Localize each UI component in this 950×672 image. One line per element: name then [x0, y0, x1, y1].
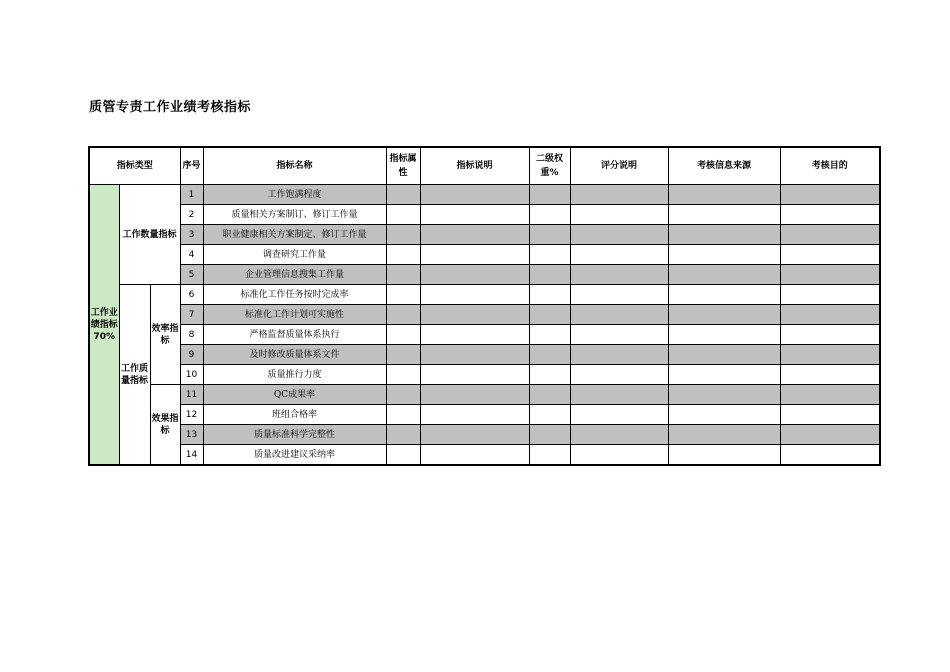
cell-source [668, 385, 780, 405]
cell-desc [420, 445, 529, 466]
cell-attr [386, 425, 420, 445]
cell-source [668, 405, 780, 425]
table-row [89, 405, 880, 425]
group-main [89, 185, 119, 466]
cell-score [570, 205, 668, 225]
cell-score [570, 325, 668, 345]
header-type: 指标类型 [89, 147, 180, 185]
table-row [89, 265, 880, 285]
table-row [89, 345, 880, 365]
header-source: 考核信息来源 [668, 147, 780, 185]
cell-attr [386, 265, 420, 285]
cell-desc [420, 185, 529, 205]
cell-purpose [780, 385, 880, 405]
cell-purpose [780, 205, 880, 225]
cell-desc [420, 405, 529, 425]
row-no: 7 [180, 305, 203, 325]
table-row [89, 365, 880, 385]
row-name: 职业健康相关方案制定、修订工作量 [203, 225, 386, 245]
cell-source [668, 365, 780, 385]
cell-source [668, 205, 780, 225]
cell-score [570, 285, 668, 305]
group-effect [150, 385, 180, 466]
cell-desc [420, 225, 529, 245]
cell-score [570, 345, 668, 365]
cell-attr [386, 305, 420, 325]
cell-weight [529, 385, 570, 405]
table-row [89, 425, 880, 445]
cell-weight [529, 405, 570, 425]
cell-source [668, 245, 780, 265]
row-no: 11 [180, 385, 203, 405]
row-no: 10 [180, 365, 203, 385]
cell-source [668, 345, 780, 365]
cell-score [570, 365, 668, 385]
row-no: 12 [180, 405, 203, 425]
cell-purpose [780, 265, 880, 285]
row-name: 质量改进建议采纳率 [203, 445, 386, 466]
cell-desc [420, 385, 529, 405]
header-score: 评分说明 [570, 147, 668, 185]
group-efficiency-label: 效率指标 [151, 323, 179, 346]
cell-desc [420, 245, 529, 265]
cell-attr [386, 205, 420, 225]
cell-weight [529, 205, 570, 225]
cell-desc [420, 325, 529, 345]
row-name: 质量标准科学完整性 [203, 425, 386, 445]
cell-desc [420, 285, 529, 305]
table-row [89, 445, 880, 466]
cell-attr [386, 325, 420, 345]
row-name: 质量推行力度 [203, 365, 386, 385]
group-efficiency [150, 285, 180, 385]
header-row [89, 147, 880, 185]
row-no: 1 [180, 185, 203, 205]
row-name: 标准化工作计划可实施性 [203, 305, 386, 325]
row-no: 14 [180, 445, 203, 466]
header-weight: 二级权重% [529, 147, 570, 185]
cell-source [668, 225, 780, 245]
row-no: 4 [180, 245, 203, 265]
kpi-table [88, 146, 881, 466]
cell-score [570, 185, 668, 205]
cell-weight [529, 325, 570, 345]
table-row [89, 385, 880, 405]
cell-purpose [780, 405, 880, 425]
cell-weight [529, 425, 570, 445]
table-row [89, 185, 880, 205]
table-row [89, 205, 880, 225]
cell-source [668, 425, 780, 445]
row-no: 2 [180, 205, 203, 225]
cell-purpose [780, 245, 880, 265]
cell-source [668, 305, 780, 325]
cell-purpose [780, 365, 880, 385]
row-name: 标准化工作任务按时完成率 [203, 285, 386, 305]
cell-purpose [780, 445, 880, 466]
row-no: 5 [180, 265, 203, 285]
cell-attr [386, 285, 420, 305]
cell-attr [386, 365, 420, 385]
cell-purpose [780, 185, 880, 205]
cell-purpose [780, 425, 880, 445]
cell-score [570, 385, 668, 405]
cell-source [668, 445, 780, 466]
group-main-label: 工作业绩指标70% [90, 307, 118, 342]
cell-weight [529, 345, 570, 365]
table-row [89, 305, 880, 325]
cell-score [570, 445, 668, 466]
cell-desc [420, 265, 529, 285]
row-name: QC成果率 [203, 385, 386, 405]
header-attr: 指标属性 [386, 147, 420, 185]
cell-attr [386, 385, 420, 405]
group-quality-label: 工作质量指标 [120, 363, 148, 386]
header-purpose: 考核目的 [780, 147, 880, 185]
cell-purpose [780, 225, 880, 245]
cell-desc [420, 205, 529, 225]
cell-score [570, 405, 668, 425]
row-name: 质量相关方案制订、修订工作量 [203, 205, 386, 225]
row-no: 13 [180, 425, 203, 445]
cell-source [668, 265, 780, 285]
row-no: 9 [180, 345, 203, 365]
cell-attr [386, 225, 420, 245]
row-name: 调查研究工作量 [203, 245, 386, 265]
group-effect-label: 效果指标 [151, 413, 179, 436]
row-name: 企业管理信息搜集工作量 [203, 265, 386, 285]
table-row [89, 245, 880, 265]
row-name: 班组合格率 [203, 405, 386, 425]
header-desc: 指标说明 [420, 147, 529, 185]
cell-source [668, 185, 780, 205]
row-name: 及时修改质量体系文件 [203, 345, 386, 365]
cell-attr [386, 405, 420, 425]
cell-weight [529, 305, 570, 325]
cell-score [570, 305, 668, 325]
cell-weight [529, 445, 570, 466]
cell-score [570, 225, 668, 245]
cell-desc [420, 305, 529, 325]
header-name: 指标名称 [203, 147, 386, 185]
table-row [89, 285, 880, 305]
cell-attr [386, 185, 420, 205]
cell-source [668, 325, 780, 345]
cell-purpose [780, 345, 880, 365]
cell-purpose [780, 325, 880, 345]
cell-weight [529, 225, 570, 245]
cell-desc [420, 365, 529, 385]
row-no: 3 [180, 225, 203, 245]
group-quantity-label: 工作数量指标 [122, 229, 177, 240]
cell-attr [386, 345, 420, 365]
table-row [89, 325, 880, 345]
cell-weight [529, 265, 570, 285]
cell-weight [529, 285, 570, 305]
cell-desc [420, 425, 529, 445]
row-no: 8 [180, 325, 203, 345]
cell-weight [529, 365, 570, 385]
cell-attr [386, 245, 420, 265]
cell-score [570, 425, 668, 445]
row-name: 严格监督质量体系执行 [203, 325, 386, 345]
group-quality [119, 285, 150, 466]
group-quantity [119, 185, 180, 285]
row-name: 工作饱满程度 [203, 185, 386, 205]
cell-purpose [780, 305, 880, 325]
cell-source [668, 285, 780, 305]
cell-purpose [780, 285, 880, 305]
cell-attr [386, 445, 420, 466]
header-seq: 序号 [180, 147, 203, 185]
row-no: 6 [180, 285, 203, 305]
page-title: 质管专责工作业绩考核指标 [89, 100, 252, 115]
cell-weight [529, 245, 570, 265]
cell-score [570, 265, 668, 285]
table-row [89, 225, 880, 245]
cell-desc [420, 345, 529, 365]
cell-weight [529, 185, 570, 205]
cell-score [570, 245, 668, 265]
